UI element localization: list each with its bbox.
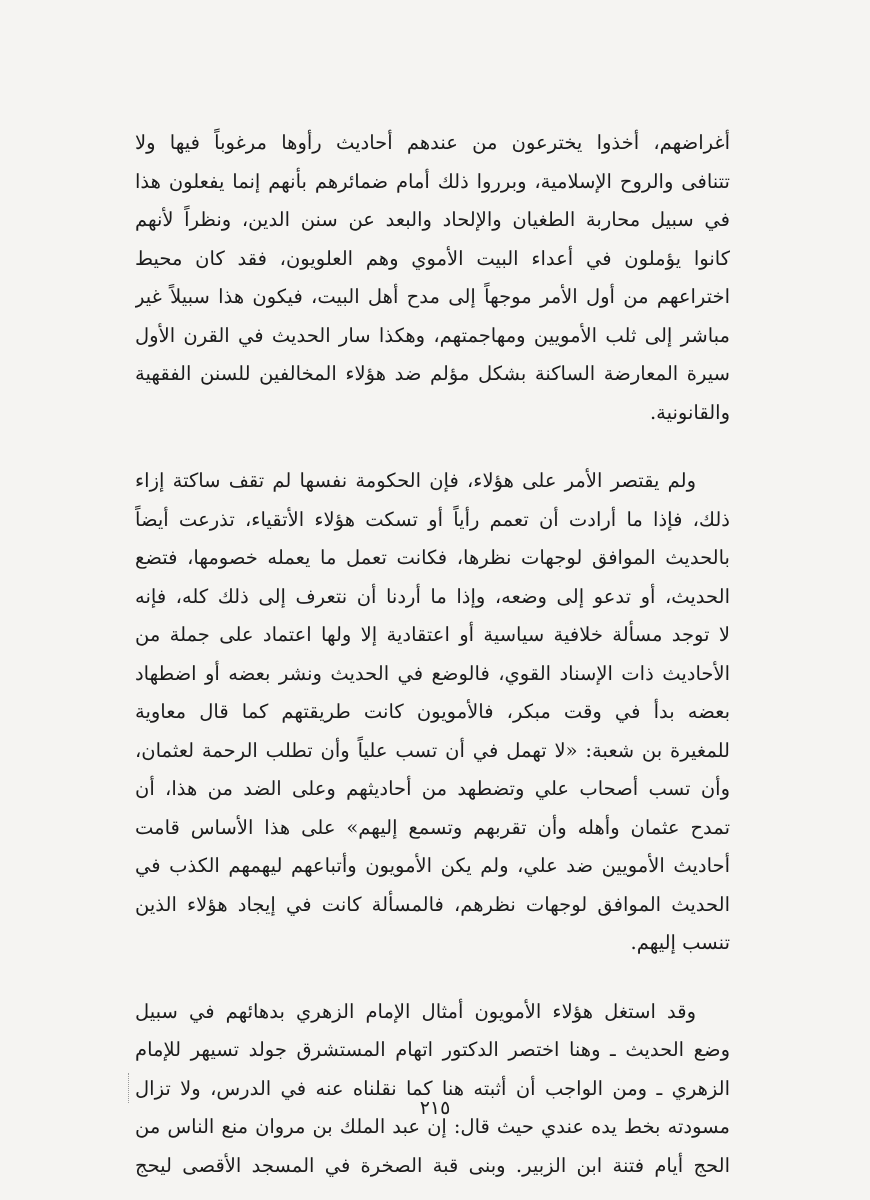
- body-text: [135, 124, 730, 1185]
- text-line: كانوا يؤملون في أعداء البيت الأموي وهم العلويون، فقد كان محيط: [135, 246, 730, 270]
- text-line: بالحديث الموافق لوجهات نظرها، فكانت تعمل ما يعمله خصومها، فتضع: [135, 546, 730, 569]
- text-line: للمغيرة بن شعبة: «لا تهمل في أن تسب علياً وأن تطلب الرحمة لعثمان،: [135, 738, 730, 762]
- text-line: وقد استغل هؤلاء الأمويون أمثال الإمام الزهري بدهائهم في سبيل: [135, 999, 696, 1023]
- text-line: الزهري ـ ومن الواجب أن أثبته هنا كما نقلناه عنه في الدرس، ولا تزال: [135, 1076, 730, 1100]
- text-line: الحج أيام فتنة ابن الزبير. وبنى قبة الصخرة في المسجد الأقصى ليحج: [135, 1153, 730, 1177]
- text-line: وأن تسب أصحاب علي وتضطهد من أحاديثهم وعلى الضد من هذا، أن: [135, 777, 730, 800]
- text-line: بعضه بدأ في وقت مبكر، فالأمويون كانت طريقتهم كما قال معاوية: [135, 700, 730, 723]
- text-line: ذلك، فإذا ما أرادت أن تعمم رأياً أو تسكت هؤلاء الأتقياء، تذرعت أيضاً: [135, 507, 730, 531]
- text-line: أحاديث الأمويين ضد علي، ولم يكن الأمويون وأتباعهم ليهمهم الكذب في: [135, 854, 730, 877]
- text-line: ولم يقتصر الأمر على هؤلاء، فإن الحكومة نفسها لم تقف ساكتة إزاء: [135, 469, 696, 492]
- page-number: ٢١٥: [419, 1097, 451, 1119]
- paragraph-2: [135, 462, 730, 963]
- text-line: تنسب إليهم.: [630, 931, 730, 954]
- text-line: أغراضهم، أخذوا يخترعون من عندهم أحاديث رأوها مرغوباً فيها ولا: [135, 131, 730, 154]
- paragraph-3: [135, 993, 730, 1186]
- text-line: تمدح عثمان وأهله وأن تقربهم وتسمع إليهم» على هذا الأساس قامت: [135, 815, 730, 839]
- paragraph-spacer: [135, 963, 730, 993]
- text-line: تتنافى والروح الإسلامية، وبرروا ذلك أمام ضمائرهم بأنهم إنما يفعلون هذا: [135, 169, 730, 193]
- text-line: الحديث الموافق لوجهات نظرهم، فالمسألة كانت في إيجاد هؤلاء الذين: [135, 892, 730, 916]
- text-line: والقانونية.: [649, 400, 730, 424]
- paragraph-1: [135, 124, 730, 432]
- text-line: الحديث، أو تدعو إلى وضعه، وإذا ما أردنا أن نتعرف إلى ذلك كله، فإنه: [135, 584, 730, 608]
- text-line: اختراعهم من أول الأمر موجهاً إلى مدح أهل البيت، فيكون هذا سبيلاً غير: [135, 285, 730, 308]
- text-line: لا توجد مسألة خلافية سياسية أو اعتقادية إلا ولها اعتماد على جملة من: [135, 623, 730, 646]
- text-line: مسودته بخط يده عندي حيث قال: إن عبد الملك بن مروان منع الناس من: [135, 1115, 730, 1138]
- text-line: مباشر إلى ثلب الأمويين ومهاجمتهم، وهكذا سار الحديث في القرن الأول: [135, 323, 730, 347]
- text-line: وضع الحديث ـ وهنا اختصر الدكتور اتهام المستشرق جولد تسيهر للإمام: [135, 1038, 730, 1061]
- text-line: في سبيل محاربة الطغيان والإلحاد والبعد عن سنن الدين، ونظراً لأنهم: [135, 208, 730, 231]
- paragraph-spacer: [135, 432, 730, 462]
- text-line: الأحاديث ذات الإسناد القوي، فالوضع في الحديث ونشر بعضه أو اضطهاد: [135, 661, 730, 685]
- text-line: سيرة المعارضة الساكنة بشكل مؤلم ضد هؤلاء المخالفين للسنن الفقهية: [135, 362, 730, 385]
